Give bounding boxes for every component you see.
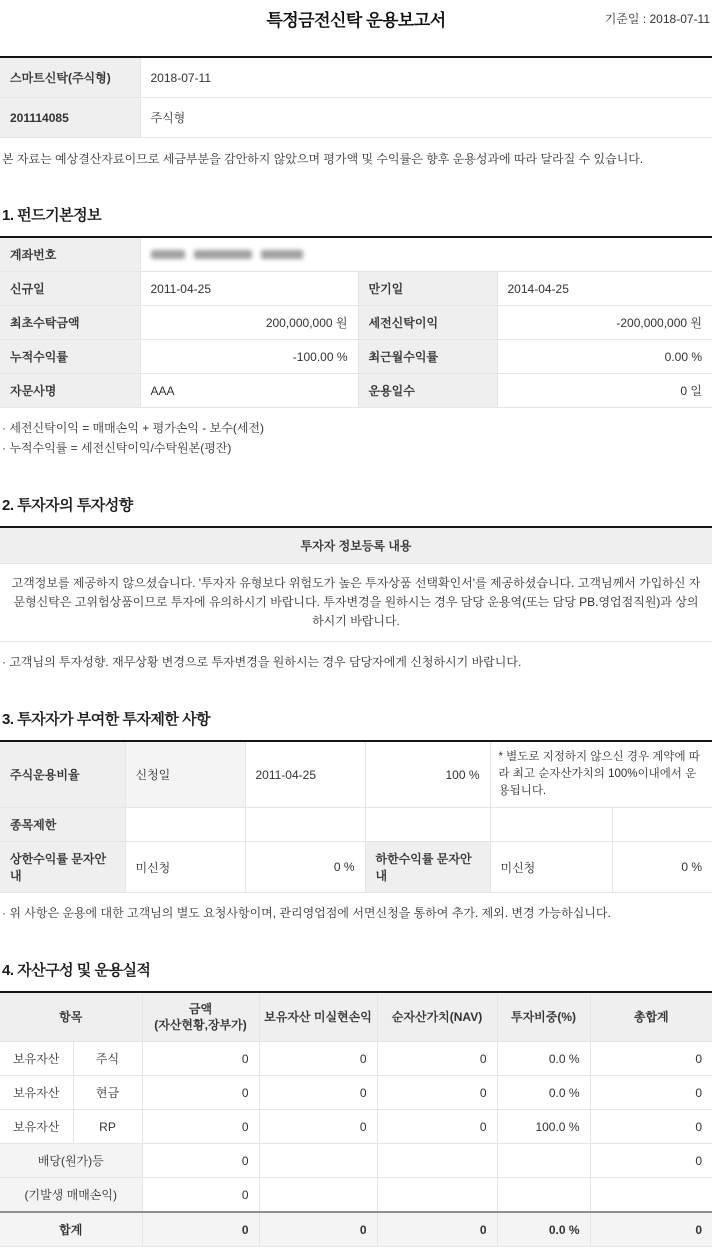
col-header-item: 항목 — [0, 992, 142, 1042]
empty-cell — [365, 808, 490, 842]
realized-pl-weight — [497, 1178, 590, 1213]
asset-composition-table — [0, 991, 712, 1247]
table-row — [0, 1178, 712, 1213]
trust-date-value: 2018-07-11 — [140, 57, 712, 98]
asset-subcategory: 현금 — [73, 1076, 142, 1110]
section2-heading: 2. 투자자의 투자성향 — [2, 497, 133, 514]
realized-pl-nav — [377, 1178, 497, 1213]
dividend-nav — [377, 1144, 497, 1178]
table-row — [0, 1144, 712, 1178]
asset-nav: 0 — [377, 1076, 497, 1110]
upper-limit-status: 미신청 — [125, 842, 245, 893]
asset-unrealized: 0 — [259, 1076, 377, 1110]
document-header — [0, 0, 712, 56]
col-header-total: 총합계 — [590, 992, 712, 1042]
maturity-date-label: 만기일 — [358, 272, 497, 306]
table-row — [0, 564, 712, 642]
dividend-total: 0 — [590, 1144, 712, 1178]
note-text: · 고객님의 투자성향. 재무상황 변경으로 투자변경을 원하시는 경우 담당자에게 신청하시기 바랍니다. — [2, 655, 522, 669]
monthly-return-label: 최근월수익률 — [358, 340, 497, 374]
operation-days-label: 운용일수 — [358, 374, 497, 408]
table-row — [0, 527, 712, 564]
stock-ratio-note: * 별도로 지정하지 않으신 경우 계약에 따라 최고 순자산가치의 100%이내에서 운용됩니다. — [490, 741, 712, 808]
initial-amount-value: 200,000,000 원 — [140, 306, 358, 340]
asset-unrealized: 0 — [259, 1042, 377, 1076]
stock-ratio-label: 주식운용비율 — [0, 741, 125, 808]
stock-ratio-value: 100 % — [365, 741, 490, 808]
sum-unrealized: 0 — [259, 1212, 377, 1247]
realized-pl-total — [590, 1178, 712, 1213]
asset-weight: 100.0 % — [497, 1110, 590, 1144]
trust-name-label: 스마트신탁(주식형) — [0, 57, 140, 98]
lower-limit-percent: 0 % — [612, 842, 712, 893]
empty-cell — [245, 808, 365, 842]
table-row — [0, 374, 712, 408]
upper-limit-percent: 0 % — [245, 842, 365, 893]
col-header-amount-line2: (자산현황,장부가) — [154, 1018, 247, 1032]
empty-cell — [612, 808, 712, 842]
fund-info-table — [0, 236, 712, 408]
realized-pl-unrealized — [259, 1178, 377, 1213]
sum-row-label: 합계 — [0, 1212, 142, 1247]
empty-cell — [125, 808, 245, 842]
section2-notes — [2, 652, 712, 672]
asset-amount: 0 — [142, 1076, 259, 1110]
trust-type-value: 주식형 — [140, 98, 712, 138]
col-header-weight: 투자비중(%) — [497, 992, 590, 1042]
note-text: · 누적수익률 = 세전신탁이익/수탁원본(평잔) — [2, 441, 232, 455]
upper-limit-sms-label: 상한수익률 문자안내 — [0, 842, 125, 893]
table-row — [0, 1212, 712, 1247]
lower-limit-sms-label: 하한수익률 문자안내 — [365, 842, 490, 893]
dividend-amount: 0 — [142, 1144, 259, 1178]
table-row — [0, 992, 712, 1042]
asset-weight: 0.0 % — [497, 1076, 590, 1110]
asset-weight: 0.0 % — [497, 1042, 590, 1076]
sum-nav: 0 — [377, 1212, 497, 1247]
empty-cell — [490, 808, 612, 842]
asset-nav: 0 — [377, 1042, 497, 1076]
cumulative-return-label: 누적수익률 — [0, 340, 140, 374]
request-date-value: 2011-04-25 — [245, 741, 365, 808]
investment-limit-table — [0, 740, 712, 893]
sum-total: 0 — [590, 1212, 712, 1247]
table-row — [0, 98, 712, 138]
asset-total: 0 — [590, 1076, 712, 1110]
note-text: · 세전신탁이익 = 매매손익 + 평가손익 - 보수(세전) — [2, 421, 264, 435]
table-row — [0, 57, 712, 98]
dividend-weight — [497, 1144, 590, 1178]
asset-amount: 0 — [142, 1110, 259, 1144]
sum-weight: 0.0 % — [497, 1212, 590, 1247]
table-row — [0, 340, 712, 374]
asset-total: 0 — [590, 1110, 712, 1144]
asset-category: 보유자산 — [0, 1076, 73, 1110]
account-number-redacted — [151, 248, 312, 262]
table-row — [0, 741, 712, 808]
col-header-nav: 순자산가치(NAV) — [377, 992, 497, 1042]
table-row — [0, 808, 712, 842]
asset-amount: 0 — [142, 1042, 259, 1076]
initial-amount-label: 최초수탁금액 — [0, 306, 140, 340]
pretax-profit-value: -200,000,000 원 — [497, 306, 712, 340]
asset-nav: 0 — [377, 1110, 497, 1144]
table-row — [0, 1076, 712, 1110]
summary-table — [0, 56, 712, 138]
item-limit-label: 종목제한 — [0, 808, 125, 842]
disclaimer-text: 본 자료는 예상결산자료이므로 세금부분을 감안하지 않았으며 평가액 및 수익률은 향후 운용성과에 따라 달라질 수 있습니다. — [2, 152, 644, 166]
col-header-amount — [142, 992, 259, 1042]
investor-profile-table — [0, 526, 712, 642]
account-number-cell — [140, 237, 712, 272]
table-row — [0, 1110, 712, 1144]
dividend-row-label: 배당(원가)등 — [0, 1144, 142, 1178]
section4-heading: 4. 자산구성 및 운용실적 — [2, 962, 151, 979]
maturity-date-value: 2014-04-25 — [497, 272, 712, 306]
trust-code-label: 201114085 — [0, 98, 140, 138]
page-title: 특정금전신탁 운용보고서 — [266, 11, 446, 30]
section3-heading: 3. 투자자가 부여한 투자제한 사항 — [2, 711, 211, 728]
asset-total: 0 — [590, 1042, 712, 1076]
open-date-value: 2011-04-25 — [140, 272, 358, 306]
realized-pl-row-label: (기발생 매매손익) — [0, 1178, 142, 1213]
operation-days-value: 0 일 — [497, 374, 712, 408]
realized-pl-amount: 0 — [142, 1178, 259, 1213]
section3-notes — [2, 903, 712, 923]
table-row — [0, 237, 712, 272]
cumulative-return-value: -100.00 % — [140, 340, 358, 374]
asset-category: 보유자산 — [0, 1110, 73, 1144]
dividend-unrealized — [259, 1144, 377, 1178]
open-date-label: 신규일 — [0, 272, 140, 306]
base-date-label: 기준일 : 2018-07-11 — [604, 12, 710, 26]
section1-heading: 1. 펀드기본정보 — [2, 207, 102, 224]
table-row — [0, 306, 712, 340]
table-row — [0, 1042, 712, 1076]
investor-info-body: 고객정보를 제공하지 않으셨습니다. '투자자 유형보다 위험도가 높은 투자상품 선택확인서'를 제공하셨습니다. 고객님께서 가입하신 자문형신탁은 고위험상품이므로 투자에 유의하시기 바랍니다. 투자변경을 원하시는 경우 담당 운용역(또는 담당 PB.영업점직원)과 상의하시기 바랍니다. — [0, 564, 712, 642]
asset-subcategory: 주식 — [73, 1042, 142, 1076]
request-date-label: 신청일 — [125, 741, 245, 808]
section1-notes — [2, 418, 712, 458]
asset-unrealized: 0 — [259, 1110, 377, 1144]
pretax-profit-label: 세전신탁이익 — [358, 306, 497, 340]
asset-category: 보유자산 — [0, 1042, 73, 1076]
col-header-amount-line1: 금액 — [188, 1002, 213, 1016]
sum-amount: 0 — [142, 1212, 259, 1247]
account-number-label: 계좌번호 — [0, 237, 140, 272]
lower-limit-status: 미신청 — [490, 842, 612, 893]
investor-info-header: 투자자 정보등록 내용 — [0, 527, 712, 564]
advisor-name-value: AAA — [140, 374, 358, 408]
table-row — [0, 272, 712, 306]
monthly-return-value: 0.00 % — [497, 340, 712, 374]
col-header-unrealized: 보유자산 미실현손익 — [259, 992, 377, 1042]
advisor-name-label: 자문사명 — [0, 374, 140, 408]
table-row — [0, 842, 712, 893]
note-text: · 위 사항은 운용에 대한 고객님의 별도 요청사항이며, 관리영업점에 서면신청을 통하여 추가. 제외. 변경 가능하십니다. — [2, 906, 611, 920]
asset-subcategory: RP — [73, 1110, 142, 1144]
